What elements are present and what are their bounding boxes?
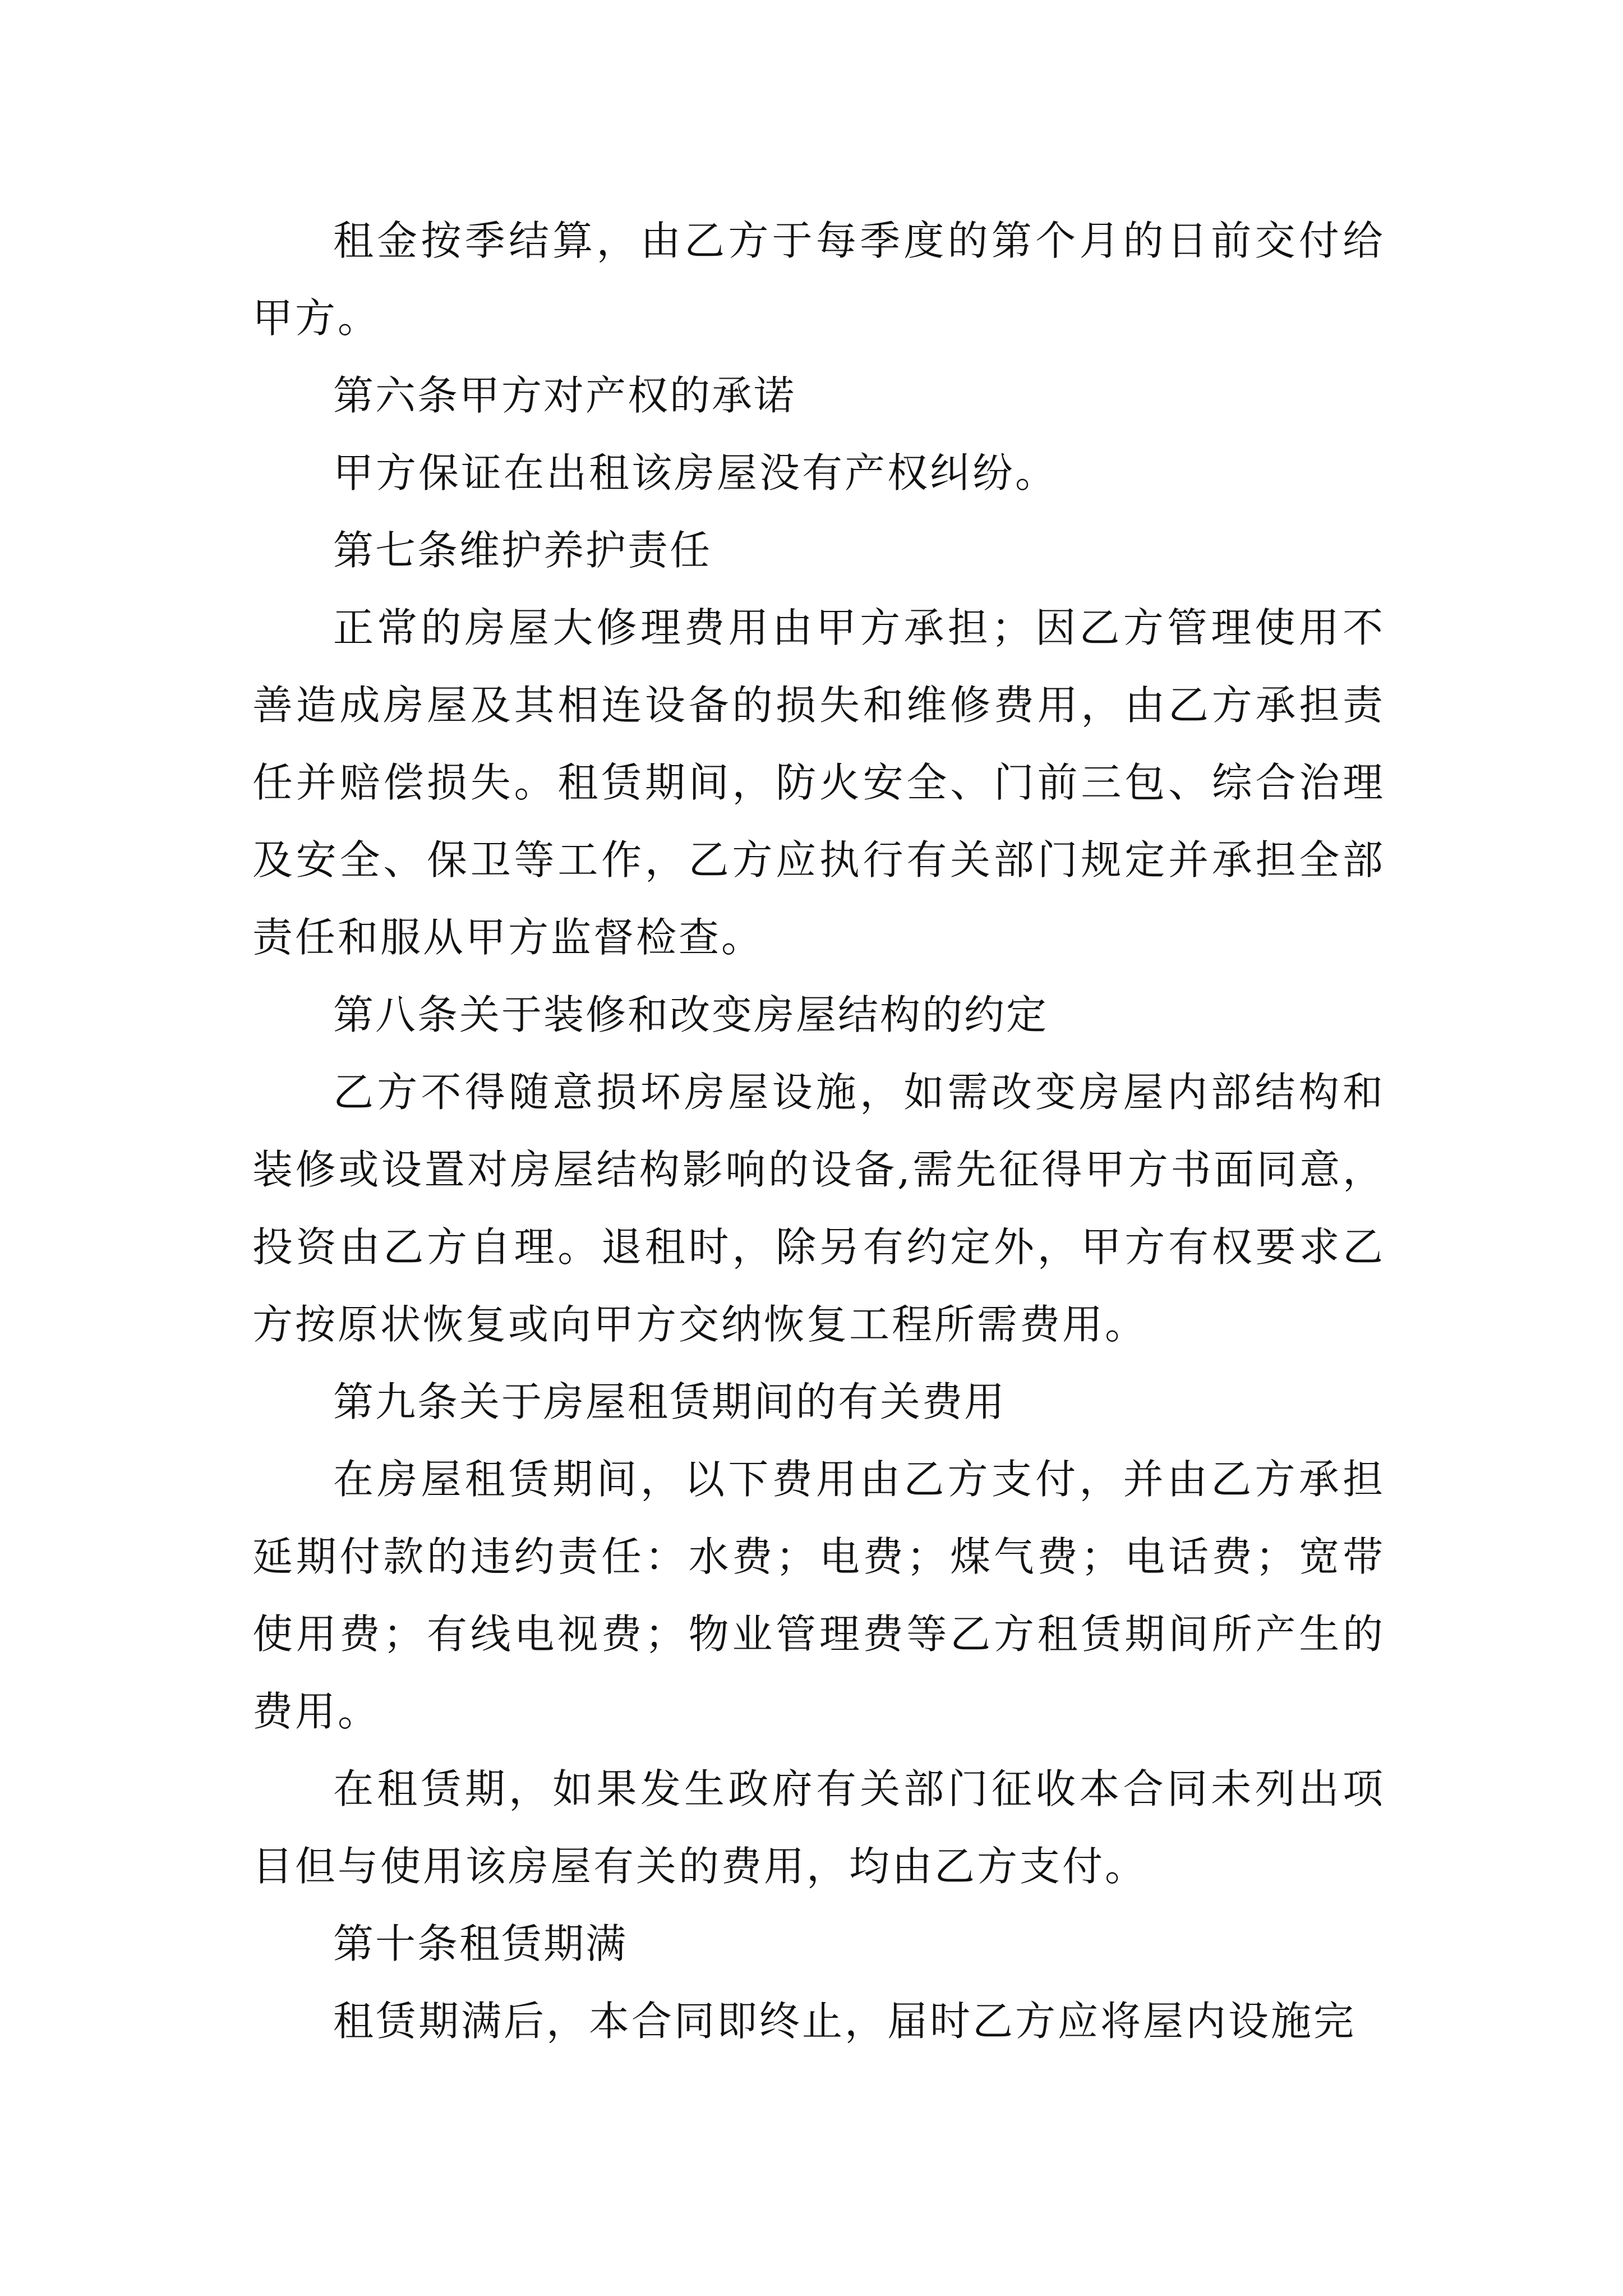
article-7-heading: 第七条维护养护责任 bbox=[333, 527, 712, 574]
paragraph-maintenance: 正常的房屋大修理费用由甲方承担；因乙方管理使用不善造成房屋及其相连设备的损失和维修费用，由乙方承担责任并赔偿损失。租赁期间，防火安全、门前三包、综合治理及安全、保卫等工作，乙方应执行有关部门规定并承担全部责任和服从甲方监督检查。 bbox=[252, 604, 1385, 961]
paragraph-fees: 在房屋租赁期间，以下费用由乙方支付，并由乙方承担延期付款的违约责任：水费；电费；煤气费；电话费；宽带使用费；有线电视费；物业管理费等乙方租赁期间所产生的费用。 bbox=[252, 1456, 1385, 1735]
paragraph-renovation: 乙方不得随意损坏房屋设施，如需改变房屋内部结构和装修或设置对房屋结构影响的设备,需先征得甲方书面同意，投资由乙方自理。退租时，除另有约定外，甲方有权要求乙方按原状恢复或向甲方交纳恢复工程所需费用。 bbox=[252, 1069, 1385, 1348]
article-9-heading: 第九条关于房屋租赁期间的有关费用 bbox=[333, 1378, 1007, 1425]
paragraph-lease-expiry: 租赁期满后，本合同即终止，届时乙方应将屋内设施完 bbox=[333, 1998, 1357, 2045]
document-body bbox=[252, 202, 1385, 2060]
article-10-heading: 第十条租赁期满 bbox=[333, 1920, 628, 1967]
paragraph-rent-settlement: 租金按季结算，由乙方于每季度的第个月的日前交付给甲方。 bbox=[252, 217, 1385, 342]
paragraph-property-guarantee: 甲方保证在出租该房屋没有产权纠纷。 bbox=[333, 449, 1058, 496]
article-6-heading: 第六条甲方对产权的承诺 bbox=[333, 372, 796, 419]
paragraph-government-fees: 在租赁期，如果发生政府有关部门征收本合同未列出项目但与使用该房屋有关的费用，均由乙方支付。 bbox=[252, 1765, 1385, 1890]
article-8-heading: 第八条关于装修和改变房屋结构的约定 bbox=[333, 991, 1049, 1038]
